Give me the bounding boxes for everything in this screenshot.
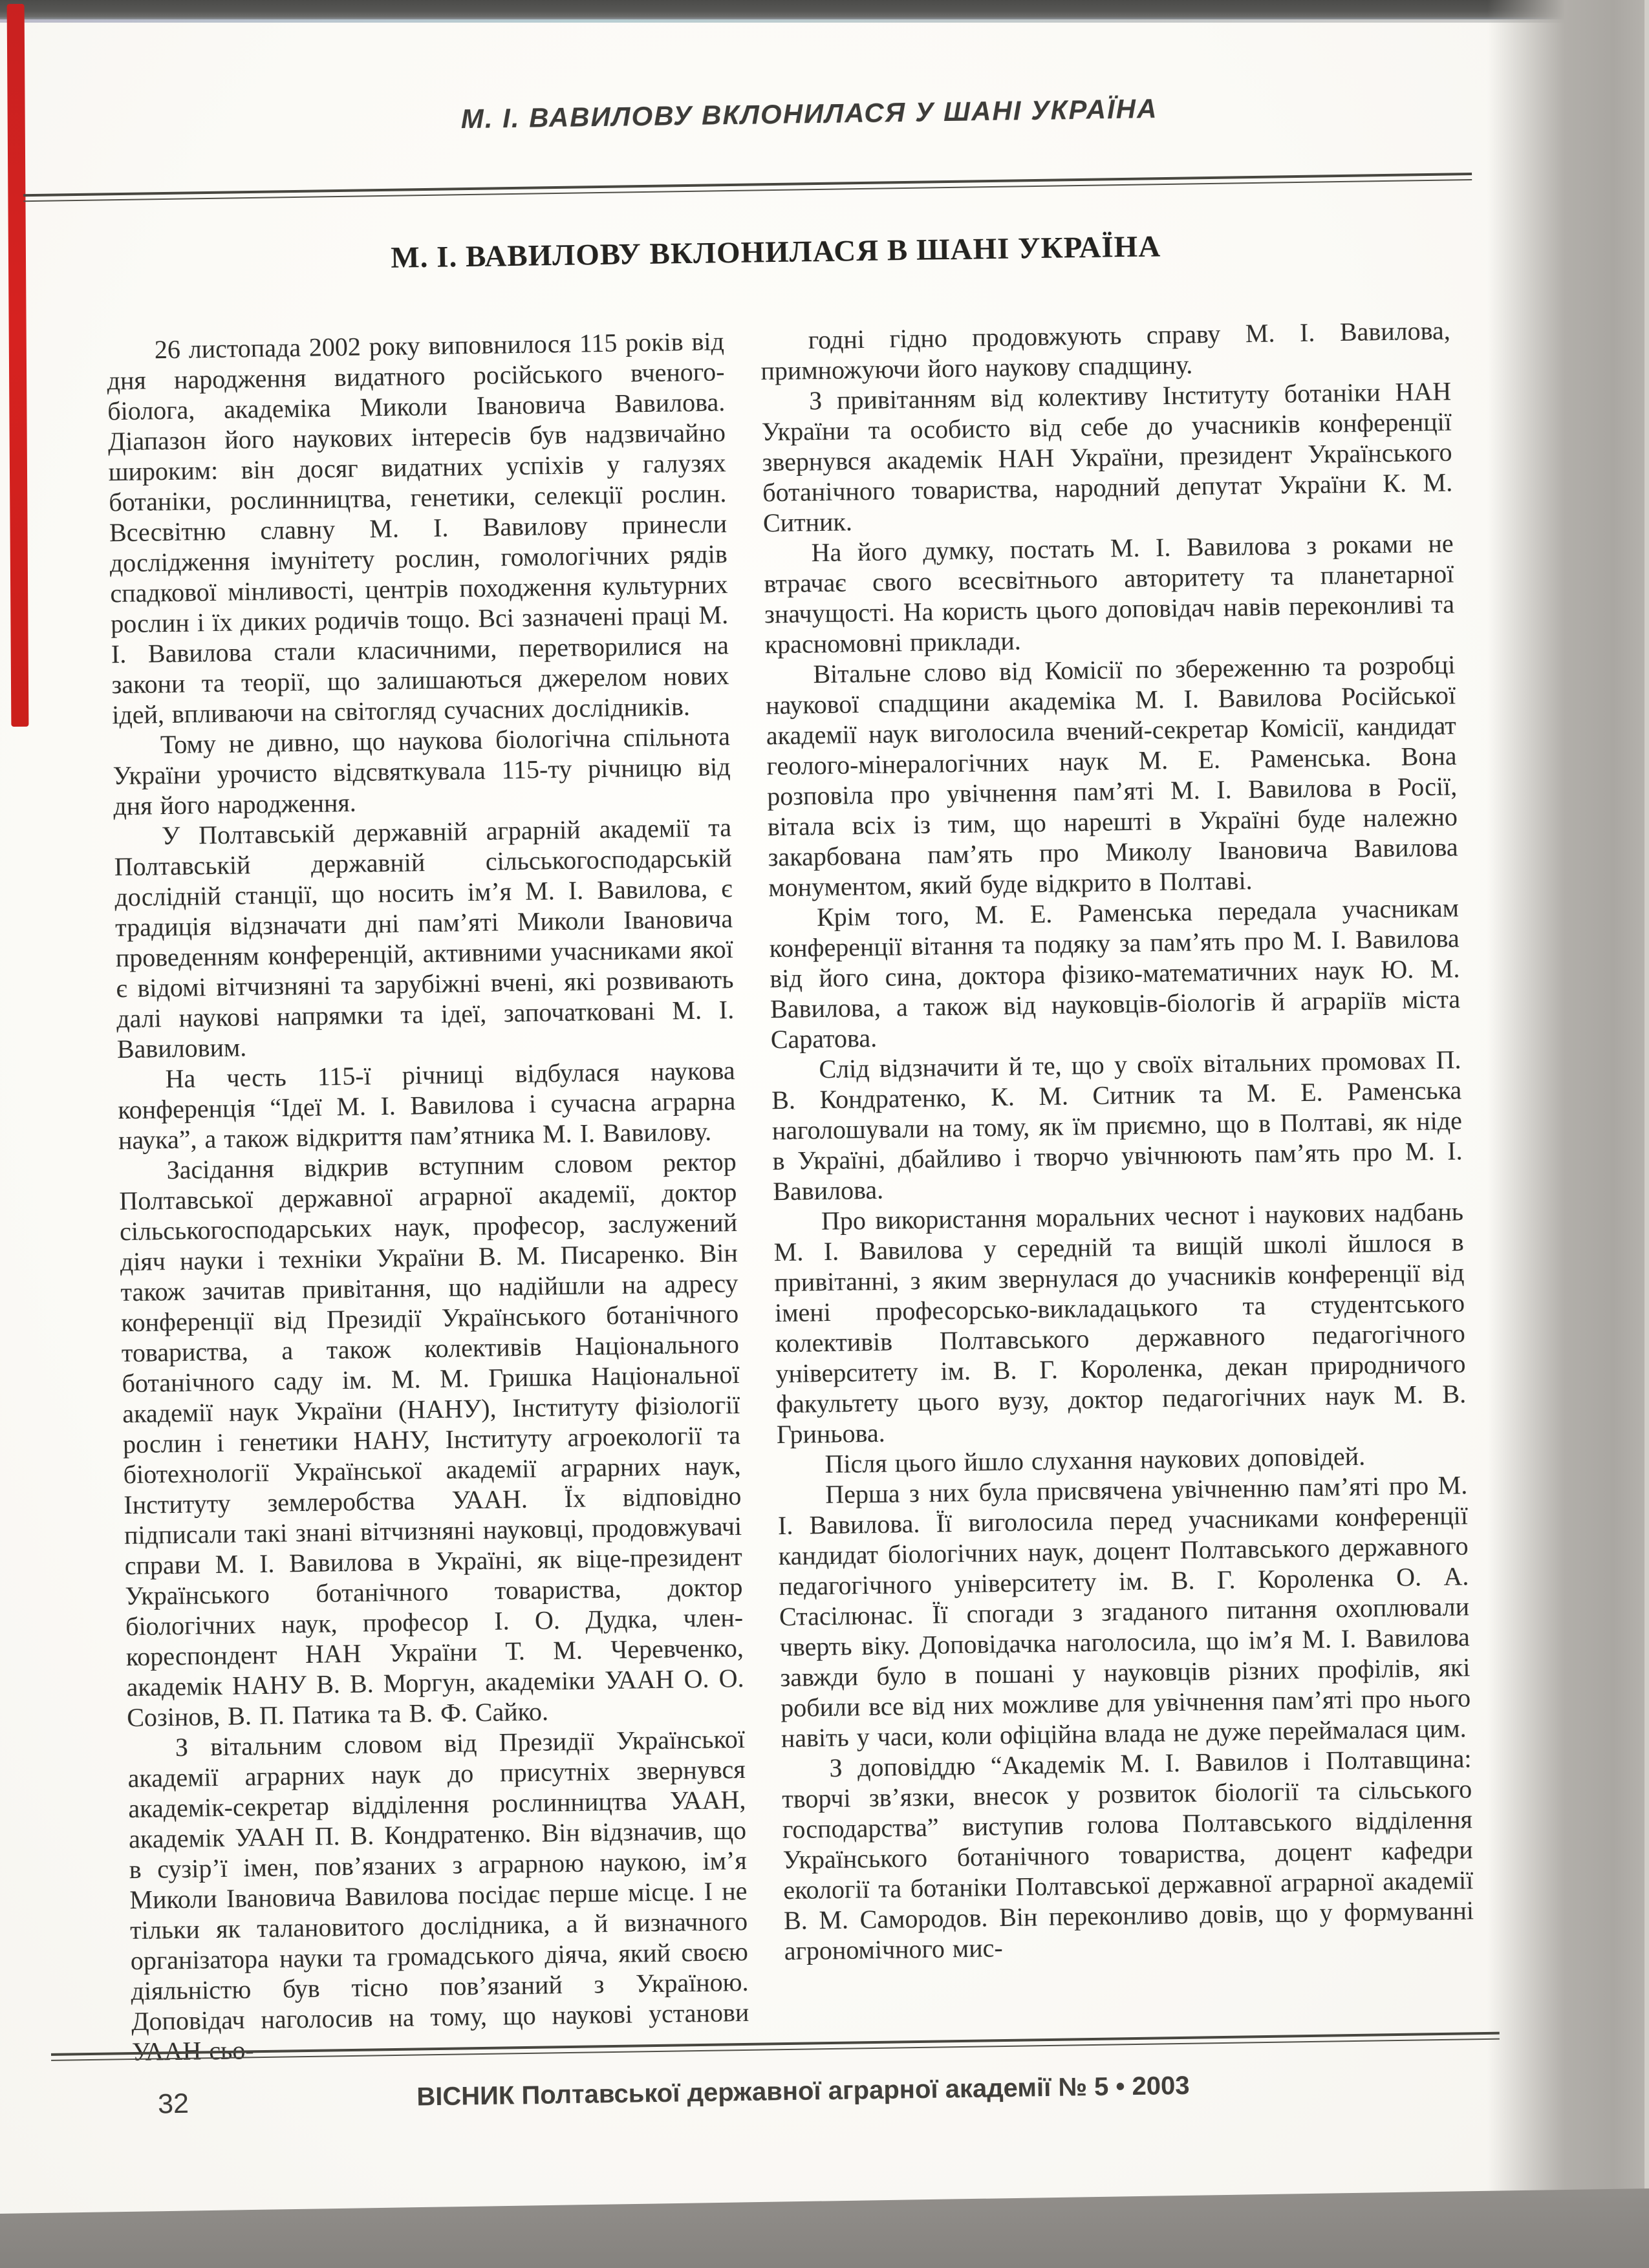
header-rule (23, 173, 1472, 202)
paragraph: Про використання моральних чеснот і наукових надбань М. І. Вавилова у середній та вищій школі йшлося в привітанні, з яким звернулася до учасників конференції від імені професорсько-викладацького та студентського колективів Полтавського державного педагогічного університету ім. В. Г. Короленка, декан природничого факультету цього вузу, доктор педагогічних наук М. В. Гриньова. (773, 1197, 1467, 1450)
column-left (107, 326, 750, 2067)
article-title: М. І. ВАВИЛОВУ ВКЛОНИЛАСЯ В ШАНІ УКРАЇНА (390, 230, 1161, 275)
paragraph: Перша з них була присвячена увічненню пам’яті про М. І. Вавилова. Її виголосила перед учасниками конференції кандидат біологічних наук, доцент Полтавського державного педагогічного університету ім. В. Г. Короленка О. А. Стасілюнас. Її спогади з згаданого питання охоплювали чверть віку. Доповідачка наголосила, що ім’я М. І. Вавилова завжди було в пошані у науковців різних профілів, які робили все від них можливе для увічнення пам’яті про нього навіть у часи, коли офіційна влада не дуже переймалася цим. (777, 1470, 1471, 1753)
paragraph: годні гідно продовжують справу М. І. Вавилова, примножуючи його наукову спадщину. (760, 316, 1451, 386)
paragraph: 26 листопада 2002 року виповнилося 115 років від дня народження видатного російського вченого-біолога, академіка Миколи Івановича Вавилова. Діапазон його наукових інтересів був надзвичайно широким: він досяг видатних успіхів у галузях ботаніки, рослинництва, генетики, селекції рослин. Всесвітню славну М. І. Вавилову принесли дослідження імунітету рослин, гомологічних рядів спадкової мінливості, центрів походження культурних рослин і їх диких родичів тощо. Всі зазначені праці М. І. Вавилова стали класичними, перетворилися на закони та теорії, що залишаються джерелом нових ідей, впливаючи на світогляд сучасних дослідників. (107, 326, 729, 730)
page-number: 32 (157, 2088, 189, 2120)
paragraph: З доповіддю “Академік М. І. Вавилов і Полтавщина: творчі зв’язки, внесок у розвиток біології та сільського господарства” виступив голова Полтавського відділення Українського ботанічного товариства, доцент кафедри екології та ботаніки Полтавської державної аграрної академії В. М. Самородов. Він переконливо довів, що у формуванні агрономічного мис- (781, 1744, 1474, 1966)
paragraph: Вітальне слово від Комісії по збереженню та розробці наукової спадщини академіка М. І. Вавилова Російської академії наук виголосила вчений-секретар Комісії, кандидат геолого-мінералогічних наук М. Е. Раменська. Вона розповіла про увічнення пам’яті М. І. Вавилова в Росії, вітала всіх із тим, що нарешті в Україні буде належно закарбована пам’ять про Миколу Івановича Вавилова монументом, який буде відкрито в Полтаві. (765, 650, 1458, 903)
paragraph: Слід відзначити й те, що у своїх вітальних промовах П. В. Кондратенко, К. М. Ситник та М. Е. Раменська наголошували на тому, як їм приємно, що в Полтаві, як ніде в Україні, дбайливо і творчо увічнюють пам’ять про М. І. Вавилова. (771, 1045, 1463, 1206)
paragraph: На його думку, постать М. І. Вавилова з роками не втрачає свого всесвітнього авторитету та планетарної значущості. На користь цього доповідач навів переконливі та красномовні приклади. (764, 528, 1455, 659)
paragraph: Крім того, М. Е. Раменська передала учасникам конференції вітання та подяку за пам’ять про М. І. Вавилова від його сина, доктора фізико-математичних наук Ю. М. Вавилова, а також від науковців-біологів й аграріїв міста Саратова. (769, 893, 1461, 1054)
paragraph: Після цього йшло слухання наукових доповідей. (824, 1441, 1366, 1479)
journal-footer: ВІСНИК Полтавської державної аграрної академії № 5 • 2003 (416, 2071, 1190, 2112)
paragraph: У Полтавській державній аграрній академії та Полтавській державній сільськогосподарській дослідній станції, що носить ім’я М. І. Вавилова, є традиція відзначати дні пам’яті Миколи Івановича проведенням конференцій, активними учасниками якої є відомі вітчизняні та зарубіжні вчені, які розвивають далі наукові напрямки та ідеї, започатковані М. І. Вавиловим. (114, 813, 735, 1064)
paragraph: З привітанням від колективу Інституту ботаніки НАН України та особисто від себе до учасників конференції звернувся академік НАН України, президент Українського ботанічного товариства, народний депутат України К. М. Ситник. (761, 376, 1453, 538)
paragraph: З вітальним словом від Президії Української академії аграрних наук до присутніх звернувся академік-секретар відділення рослинництва УААН, академік УААН П. В. Кондратенко. Він відзначив, що в сузір’ї імен, пов’язаних з аграрною наукою, ім’я Миколи Івановича Вавилова посідає перше місце. І не тільки як талановитого дослідника, а й визначного організатора науки та громадського діяча, який своєю діяльністю був тісно пов’язаний з Україною. Доповідач наголосив на тому, що наукові установи УААН сьо- (127, 1724, 749, 2067)
two-column-text (107, 316, 1476, 2068)
paragraph: Тому не дивно, що наукова біологічна спільнота України урочисто відсвяткувала 115-ту річницю від дня його народження. (113, 722, 731, 821)
running-head: М. І. ВАВИЛОВУ ВКЛОНИЛАСЯ У ШАНІ УКРАЇНА (460, 93, 1158, 134)
column-right (760, 316, 1476, 2058)
paragraph: Засідання відкрив вступним словом ректор Полтавської державної аграрної академії, доктор сільськогосподарських наук, професор, заслужений діяч науки і техніки України В. М. Писаренко. Він також зачитав привітання, що надійшли на адресу конференції від Президії Українського ботанічного товариства, а також колективів Національного ботанічного саду ім. М. М. Гришка Національної академії наук України (НАНУ), Інституту фізіології рослин і генетики НАНУ, Інституту агроекології та біотехнології Української академії аграрних наук, Інституту землеробства УААН. Їх відповідно підписали такі знані вітчизняні науковці, продовжувачі справи М. І. Вавилова в Україні, як віце-президент Українського ботанічного товариства, доктор біологічних наук, професор І. О. Дудка, член-кореспондент НАН України Т. М. Черевченко, академік НАНУ В. В. Моргун, академіки УААН О. О. Созінов, В. П. Патика та В. Ф. Сайко. (119, 1147, 744, 1733)
paragraph: На честь 115-ї річниці відбулася наукова конференція “Ідеї М. І. Вавилова і сучасна аграрна наука”, а також відкриття пам’ятника М. І. Вавилову. (117, 1056, 736, 1155)
